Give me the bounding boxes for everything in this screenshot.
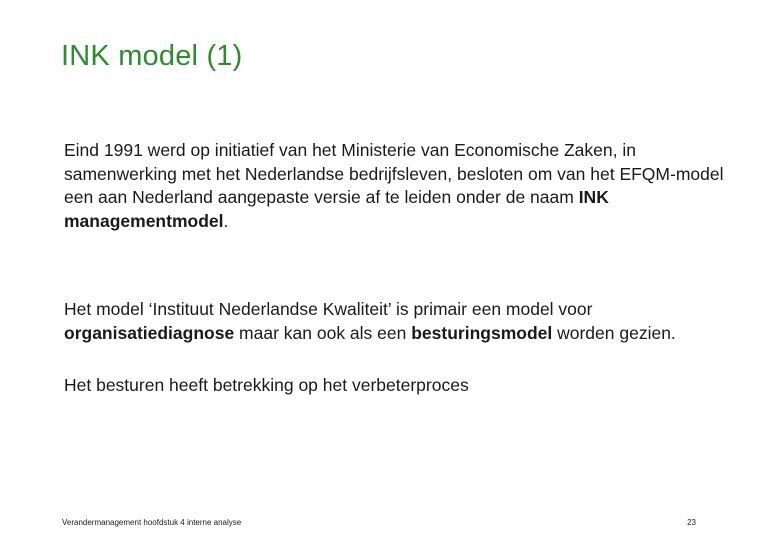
paragraph-1-bold: INK managementmodel <box>64 187 609 231</box>
page-number: 23 <box>687 518 696 527</box>
paragraph-2-part3: worden gezien. <box>552 322 676 343</box>
paragraph-2 <box>64 298 724 345</box>
slide-title: INK model (1) <box>61 40 243 72</box>
paragraph-1-text: Eind 1991 werd op initiatief van het Ministerie van Economische Zaken, in samenwerking met het Nederlandse bedrijfsleven, besloten om van het EFQM-model een aan Nederland aangepaste versie af te leiden onder de naam <box>64 140 724 207</box>
paragraph-2-bold2: besturingsmodel <box>411 322 553 343</box>
paragraph-1-end: . <box>223 210 229 231</box>
paragraph-2-bold1: organisatiediagnose <box>64 322 235 343</box>
paragraph-2-part2: maar kan ook als een <box>234 322 412 343</box>
paragraph-3: Het besturen heeft betrekking op het verbeterproces <box>64 375 469 395</box>
paragraph-1 <box>64 139 724 233</box>
footer-text: Verandermanagement hoofdstuk 4 interne analyse <box>62 518 242 527</box>
paragraph-2-part1: Het model ‘Instituut Nederlandse Kwaliteit’ is primair een model voor <box>64 299 593 319</box>
